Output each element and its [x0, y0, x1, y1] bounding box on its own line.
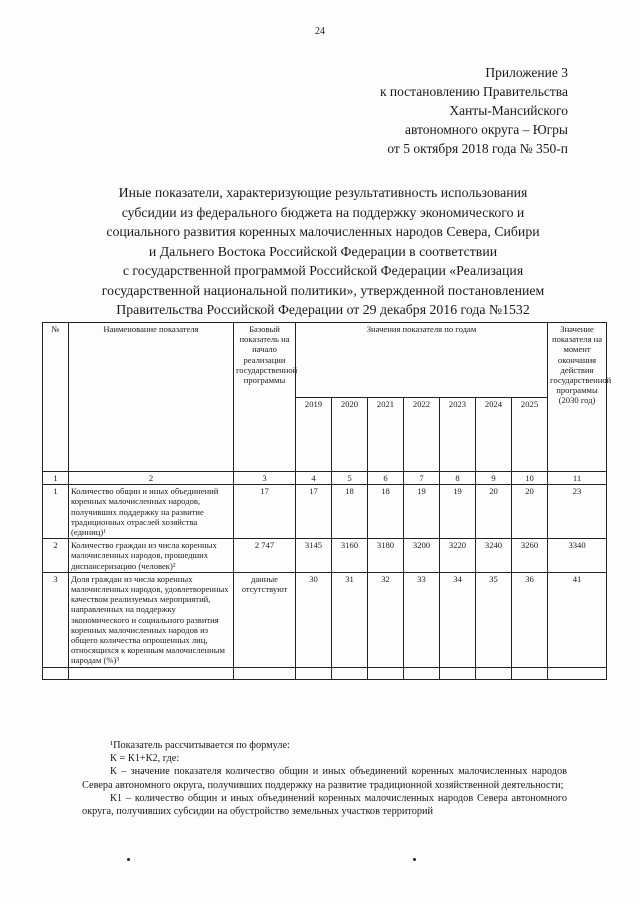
- header-name: Наименование показателя: [69, 323, 234, 472]
- row-value: 30: [296, 572, 332, 667]
- row-value: 3145: [296, 539, 332, 573]
- column-number: 3: [234, 472, 296, 485]
- header-year: 2021: [368, 397, 404, 472]
- title-line: Иные показатели, характеризующие результативность использования: [118, 185, 528, 200]
- footnotes: [82, 739, 567, 818]
- row-value: 31: [332, 572, 368, 667]
- header-num: №: [43, 323, 69, 472]
- header-values: Значения показателя по годам: [296, 323, 548, 398]
- table-row: [43, 572, 607, 667]
- scan-mark: [127, 858, 130, 861]
- row-value: 3160: [332, 539, 368, 573]
- row-value: 18: [332, 485, 368, 539]
- row-final: 41: [548, 572, 607, 667]
- title-line: и Дальнего Востока Российской Федерации в соответствии: [148, 243, 498, 259]
- document-title: [80, 183, 566, 320]
- k-definition: К – значение показателя количество общин и иных объединений коренных малочисленных народов Севера автономного округа, получивших поддержку на развитие традиционной хозяйственной деятельности;: [82, 766, 567, 791]
- column-number: 10: [512, 472, 548, 485]
- column-number: 4: [296, 472, 332, 485]
- column-number-row: [43, 472, 607, 485]
- row-final: 23: [548, 485, 607, 539]
- column-number: 9: [476, 472, 512, 485]
- row-name: Количество общин и иных объединений коренных малочисленных народов, получивших поддержку на развитие традиционных отраслей хозяйства (единиц)¹: [69, 485, 234, 539]
- column-number: 5: [332, 472, 368, 485]
- row-value: 3260: [512, 539, 548, 573]
- scan-mark: [413, 858, 416, 861]
- appendix-line: автономного округа – Югры: [405, 122, 568, 137]
- column-number: 1: [43, 472, 69, 485]
- header-year: 2023: [440, 397, 476, 472]
- row-num: 3: [43, 572, 69, 667]
- title-line: субсидии из федерального бюджета на поддержку экономического и: [121, 204, 525, 220]
- appendix-line: от 5 октября 2018 года № 350-п: [387, 141, 568, 156]
- title-line: государственной национальной политики», утвержденной постановлением: [101, 282, 545, 298]
- header-final: Значение показателя на момент окончания действия государственной программы (2030 год): [548, 323, 607, 472]
- row-value: 17: [296, 485, 332, 539]
- appendix-line: к постановлению Правительства: [379, 84, 568, 99]
- row-value: 20: [512, 485, 548, 539]
- row-value: 34: [440, 572, 476, 667]
- appendix-line: Ханты-Мансийского: [449, 103, 568, 118]
- row-value: 20: [476, 485, 512, 539]
- row-base: данные отсутствуют: [234, 572, 296, 667]
- row-value: 19: [440, 485, 476, 539]
- row-value: 33: [404, 572, 440, 667]
- column-number: 8: [440, 472, 476, 485]
- table-row: [43, 539, 607, 573]
- footnote-1: ¹Показатель рассчитывается по формуле:: [110, 740, 290, 751]
- row-name: Количество граждан из числа коренных малочисленных народов, прошедших диспансеризацию (человек)²: [69, 539, 234, 573]
- column-number: 2: [69, 472, 234, 485]
- row-base: 17: [234, 485, 296, 539]
- title-line: социального развития коренных малочисленных народов Севера, Сибири: [106, 224, 540, 239]
- header-base: Базовый показатель на начало реализации государственной программы: [234, 323, 296, 472]
- row-name: Доля граждан из числа коренных малочисленных народов, удовлетворенных качеством реализуемых мероприятий, направленных на поддержку экономического и социального развития коренных малочисленных народов из общего количества опрошенных лиц, относящихся к коренным малочисленным народам (%)³: [69, 572, 234, 667]
- table-row: [43, 485, 607, 539]
- title-line: Правительства Российской Федерации от 29 декабря 2016 года №1532: [116, 302, 530, 317]
- header-year: 2024: [476, 397, 512, 472]
- row-value: 18: [368, 485, 404, 539]
- row-final: 3340: [548, 539, 607, 573]
- row-value: 35: [476, 572, 512, 667]
- title-line: с государственной программой Российской Федерации «Реализация: [122, 263, 524, 278]
- appendix-line: Приложение 3: [485, 65, 568, 80]
- row-value: 19: [404, 485, 440, 539]
- indicators-table: [42, 322, 612, 680]
- header-row: [43, 323, 607, 398]
- header-year: 2022: [404, 397, 440, 472]
- page-number: 24: [315, 26, 325, 37]
- row-value: 3180: [368, 539, 404, 573]
- row-value: 3220: [440, 539, 476, 573]
- header-year: 2020: [332, 397, 368, 472]
- row-num: 2: [43, 539, 69, 573]
- row-base: 2 747: [234, 539, 296, 573]
- appendix-block: [380, 63, 568, 158]
- header-year: 2019: [296, 397, 332, 472]
- formula: К = К1+К2, где:: [110, 753, 180, 765]
- k1-definition: К1 – количество общин и иных объединений коренных малочисленных народов Севера автономного округа, получивших субсидии на обустройство земельных участков территорий: [82, 792, 567, 818]
- column-number: 11: [548, 472, 607, 485]
- row-value: 3200: [404, 539, 440, 573]
- row-value: 3240: [476, 539, 512, 573]
- row-num: 1: [43, 485, 69, 539]
- column-number: 6: [368, 472, 404, 485]
- row-value: 32: [368, 572, 404, 667]
- row-value: 36: [512, 572, 548, 667]
- column-number: 7: [404, 472, 440, 485]
- header-year: 2025: [512, 397, 548, 472]
- empty-row: [43, 667, 607, 679]
